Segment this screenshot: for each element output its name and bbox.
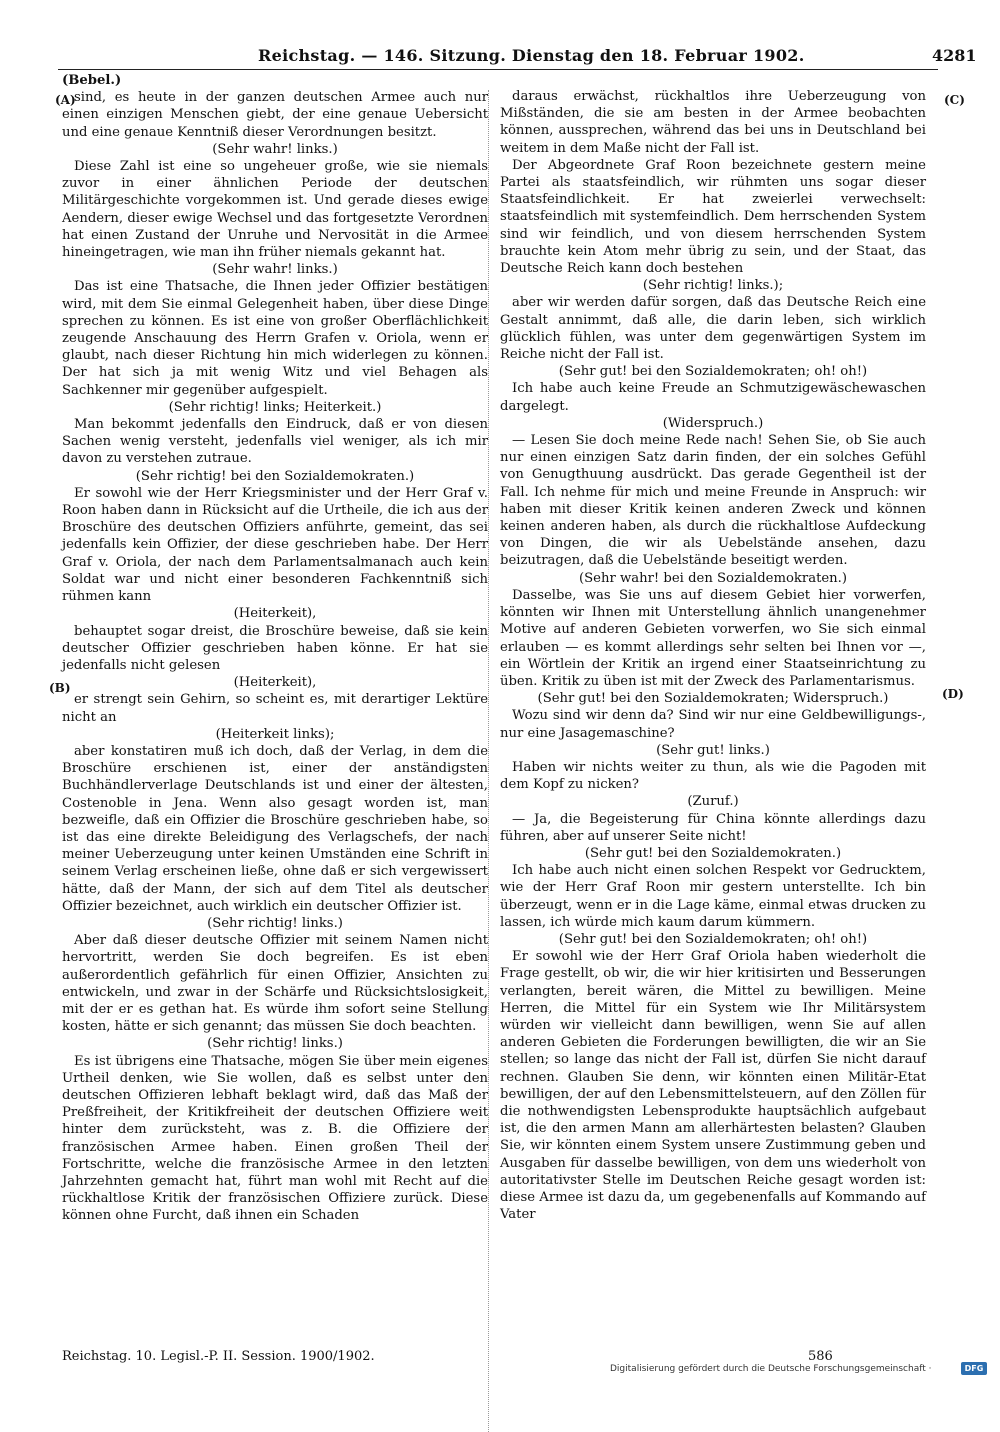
margin-marker-b: (B) bbox=[49, 681, 71, 695]
paragraph: Ich habe auch nicht einen solchen Respekt vor Gedrucktem, wie der Herr Graf Roon mir gestern unterstellte. Ich bin überzeugt, wenn er in die Lage käme, einmal etwas drucken zu lassen, ich würde mich kaum darum kümmern. bbox=[500, 863, 926, 930]
interjection: (Heiterkeit links); bbox=[215, 726, 335, 742]
interjection: (Heiterkeit), bbox=[233, 606, 317, 622]
right-column bbox=[500, 88, 926, 1223]
paragraph: er strengt sein Gehirn, so scheint es, mit derartiger Lektüre nicht an bbox=[62, 692, 488, 725]
left-column bbox=[62, 72, 488, 1225]
paragraph: behauptet sogar dreist, die Broschüre beweise, daß sie kein deutscher Offizier geschrieben haben könne. Er hat sie jedenfalls nicht gelesen bbox=[62, 623, 488, 673]
paragraph: — Lesen Sie doch meine Rede nach! Sehen Sie, ob Sie auch nur einen einzigen Satz darin finden, der ein solches Gefühl von Genugthuung ausdrückt. Das gerade Gegentheil ist der Fall. Ich nehme für mich und meine Freunde in Anspruch: wir haben mit dieser Kritik keinen anderen Zweck und können keinen anderen haben, als durch die rückhaltlose Aufdeckung von Dingen, die wir als Uebelstände ansehen, dazu beizutragen, daß die Uebelstände beseitigt werden. bbox=[500, 433, 926, 569]
paragraph: daraus erwächst, rückhaltlos ihre Ueberzeugung von Mißständen, die sie am besten in der Armee beobachten können, aussprechen, während das bei uns in Deutschland bei weitem in dem Maße nicht der Fall ist. bbox=[500, 89, 926, 156]
interjection: (Zuruf.) bbox=[687, 794, 739, 810]
paragraph: Aber daß dieser deutsche Offizier mit seinem Namen nicht hervortritt, werden Sie doch begreifen. Es ist eben außerordentlich gefährlich für einen Offizier, Ansichten zu entwickeln, und zwar in der Schärfe und Rücksichtslosigkeit, mit der er es gethan hat. Es würde ihm sofort seine Stellung kosten, hätte er sich genannt; das müssen Sie doch beachten. bbox=[62, 933, 488, 1035]
paragraph: Diese Zahl ist eine so ungeheuer große, wie sie niemals zuvor in einer ähnlichen Periode der deutschen Militärgeschichte vorgekommen ist. Und gerade dieses ewige Aendern, dieser ewige Wechsel und das fortgesetzte Verordnen hat einen Zustand der Unruhe und Nervosität in die Armee hineingetragen, wie man ihn früher niemals gekannt hat. bbox=[62, 159, 488, 261]
interjection: (Sehr gut! links.) bbox=[656, 742, 770, 758]
footer-page-number: 586 bbox=[808, 1349, 833, 1364]
paragraph: Es ist übrigens eine Thatsache, mögen Sie über mein eigenes Urtheil denken, wie Sie wollen, daß es selbst unter den deutschen Offizieren lebhaft beklagt wird, daß das Maß der Preßfreiheit, der Kritikfreiheit der deutschen Offiziere weit hinter dem zurücksteht, was z. B. die Offiziere der französischen Armee haben. Einen großen Theil der Fortschritte, welche die französische Armee in den letzten Jahrzehnten gemacht hat, führt man wohl mit Recht auf die rückhaltlose Kritik der französischen Offiziere zurück. Diese können ohne Furcht, daß ihnen ein Schaden bbox=[62, 1053, 488, 1224]
interjection: (Sehr gut! bei den Sozialdemokraten; Widerspruch.) bbox=[537, 691, 889, 707]
paragraph: Er sowohl wie der Herr Graf Oriola haben wiederholt die Frage gestellt, ob wir, die wir hier kritisirten und Besserungen verlangten, bereit wären, die Mittel zu bewilligen. Meine Herren, die Mittel für ein System wie Ihr Militärsystem würden wir vielleicht dann bewilligen, wenn Sie auf allen anderen Gebieten die Forderungen bewilligten, die wir an Sie stellen; so lange das nicht der Fall ist, dürfen Sie nicht darauf rechnen. Glauben Sie denn, wir könnten einen Militär-Etat bewilligen, der auf den Lebensmittelsteuern, auf den Zöllen für die nothwendigsten Lebensprodukte hauptsächlich aufgebaut ist, die den armen Mann am allerhärtesten belasten? Glauben Sie, wir könnten einem System unsere Zustimmung geben und Ausgaben für dasselbe bewilligen, von dem uns wiederholt von autoritativster Stelle im Deutschen Reiche gesagt worden ist: diese Armee ist dazu da, um gegebenenfalls auf Kommando auf Vater bbox=[500, 949, 926, 1223]
paragraph: Man bekommt jedenfalls den Eindruck, daß er von diesen Sachen wenig versteht, jedenfalls viel weniger, als ich mir davon zu verstehen zutraue. bbox=[62, 417, 488, 467]
paragraph: aber konstatiren muß ich doch, daß der Verlag, in dem die Broschüre erschienen ist, einer der anständigsten Buchhändlerverlage Deutschlands ist und einer der ältesten, Costenoble in Jena. Wenn also gesagt worden ist, man bezweifle, daß ein Offizier die Broschüre geschrieben habe, so ist das eine direkte Beleidigung des Verlagschefs, der nach meiner Ueberzeugung unter keinen Umständen eine Schrift in seinem Verlag erscheinen ließe, ohne daß er sich vergewissert hätte, daß der Mann, der sich auf dem Titel als deutscher Offizier bezeichnet, auch wirklich ein deutscher Offizier ist. bbox=[62, 743, 488, 914]
interjection: (Sehr richtig! links.) bbox=[207, 1036, 343, 1052]
interjection: (Heiterkeit), bbox=[233, 675, 317, 691]
column-divider bbox=[488, 90, 490, 1432]
digitization-credit: Digitalisierung gefördert durch die Deutsche Forschungsgemeinschaft · bbox=[610, 1364, 932, 1374]
paragraph: Das ist eine Thatsache, die Ihnen jeder Offizier bestätigen wird, mit dem Sie einmal Gelegenheit haben, über diese Dinge sprechen zu können. Es ist eine von großer Oberflächlichkeit zeugende Anschauung des Herrn Grafen v. Oriola, wenn er glaubt, nach dieser Richtung hin mich widerlegen zu können. Der hat sich ja mit wenig Witz und viel Behagen als Sachkenner mir gegenüber aufgespielt. bbox=[62, 279, 488, 398]
interjection: (Sehr wahr! bei den Sozialdemokraten.) bbox=[579, 570, 847, 586]
interjection: (Sehr gut! bei den Sozialdemokraten.) bbox=[584, 845, 842, 861]
interjection: (Sehr richtig! links.); bbox=[642, 278, 784, 294]
interjection: (Sehr richtig! bei den Sozialdemokraten.) bbox=[135, 468, 415, 484]
margin-marker-a: (A) bbox=[55, 93, 76, 107]
paragraph: sind, es heute in der ganzen deutschen Armee auch nur einen einzigen Menschen giebt, der eine genaue Uebersicht und eine genaue Kenntniß dieser Verordnungen besitzt. bbox=[62, 90, 488, 140]
interjection: (Widerspruch.) bbox=[662, 415, 764, 431]
paragraph: Ich habe auch keine Freude an Schmutzigewäschewaschen dargelegt. bbox=[500, 381, 926, 414]
footer-session: Reichstag. 10. Legisl.-P. II. Session. 1900/1902. bbox=[62, 1349, 375, 1364]
paragraph: Der Abgeordnete Graf Roon bezeichnete gestern meine Partei als staatsfeindlich, wir rühmten uns sogar dieser Staatsfeindlichkeit. Er hat zweierlei verwechselt: staatsfeindlich mit systemfeindlich. Dem herrschenden System sind wir feindlich, und von diesem herrschenden System brauchte kein Atom mehr übrig zu sein, und der Staat, das Deutsche Reich kann doch bestehen bbox=[500, 157, 926, 277]
page-number: 4281 bbox=[932, 46, 977, 65]
interjection: (Sehr richtig! links.) bbox=[207, 915, 343, 931]
dfg-logo: DFG bbox=[961, 1362, 987, 1375]
margin-marker-c: (C) bbox=[944, 93, 965, 107]
paragraph: aber wir werden dafür sorgen, daß das Deutsche Reich eine Gestalt annimmt, daß alle, die darin leben, sich wirklich glücklich fühlen, was unter dem gegenwärtigen System im Reiche nicht der Fall ist. bbox=[500, 295, 926, 363]
paragraph: — Ja, die Begeisterung für China könnte allerdings dazu führen, aber auf unserer Seite nicht! bbox=[500, 811, 926, 844]
speaker-name: (Bebel.) bbox=[62, 73, 122, 88]
header-title: Reichstag. — 146. Sitzung. Dienstag den 18. Februar 1902. bbox=[258, 46, 805, 65]
paragraph: Haben wir nichts weiter zu thun, als wie die Pagoden mit dem Kopf zu nicken? bbox=[500, 759, 926, 793]
running-header bbox=[0, 46, 1000, 68]
interjection: (Sehr wahr! links.) bbox=[212, 262, 338, 278]
margin-marker-d: (D) bbox=[942, 687, 964, 701]
paragraph: Er sowohl wie der Herr Kriegsminister und der Herr Graf v. Roon haben dann in Rücksicht auf die Urtheile, die ich aus der Broschüre des deutschen Offiziers anführte, gemeint, das sei jedenfalls kein Offizier, der diese geschrieben habe. Der Herr Graf v. Oriola, der nach dem Parlamentsalmanach auch kein Soldat war und nicht einer besonderen Fachkenntniß sich rühmen kann bbox=[62, 485, 488, 605]
interjection: (Sehr gut! bei den Sozialdemokraten; oh! oh!) bbox=[558, 931, 868, 947]
paragraph: Wozu sind wir denn da? Sind wir nur eine Geldbewilligungs-, nur eine Jasagemaschine? bbox=[500, 708, 926, 741]
header-rule bbox=[58, 69, 938, 70]
interjection: (Sehr richtig! links; Heiterkeit.) bbox=[168, 399, 382, 415]
paragraph: Dasselbe, was Sie uns auf diesem Gebiet hier vorwerfen, könnten wir Ihnen mit Unterstellung ähnlich unangenehmer Motive auf anderen Gebieten vorwerfen, wo Sie sich einmal erlauben — es kommt allerdings sehr selten bei Ihnen vor —, ein Wörtlein der Kritik an irgend einer Staatseinrichtung zu üben. Kritik zu üben ist mit der Zweck des Parlamentarismus. bbox=[500, 587, 926, 689]
interjection: (Sehr wahr! links.) bbox=[212, 141, 338, 157]
interjection: (Sehr gut! bei den Sozialdemokraten; oh! oh!) bbox=[558, 364, 868, 380]
